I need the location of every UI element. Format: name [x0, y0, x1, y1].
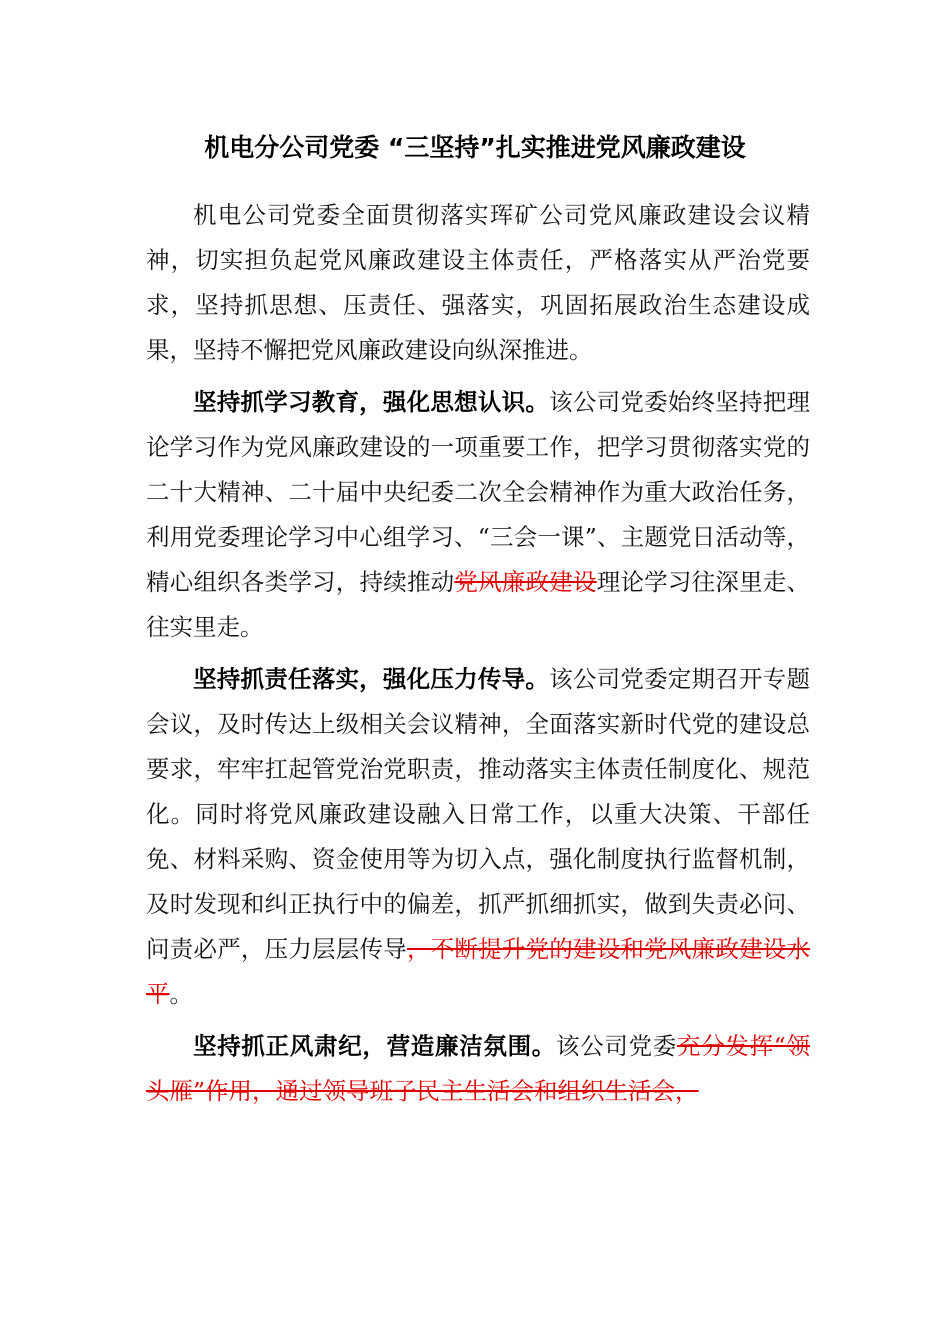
intro-paragraph: 机电公司党委全面贯彻落实珲矿公司党风廉政建设会议精神，切实担负起党风廉政建设主体责任，严格落实从严治党要求，坚持抓思想、压责任、强落实，巩固拓展政治生态建设成果，坚持不懈把党风廉政建设向纵深推进。	[146, 201, 810, 364]
document-body	[146, 193, 810, 1121]
section-paragraph-responsibility	[146, 657, 810, 1017]
section-paragraph-study	[146, 380, 810, 650]
document-title: 机电分公司党委 “三坚持”扎实推进党风廉政建设	[204, 133, 746, 162]
section-text: 该公司党委始终坚持把理论学习作为党风廉政建设的一项重要工作，把学习贯彻落实党的二十大精神、二十届中央纪委二次全会精神作为重大政治任务，利用党委理论学习中心组学习、“三会一课”、主题党日活动等，精心组织各类学习，持续推动	[146, 388, 811, 596]
section-text: 该公司党委	[556, 1032, 677, 1060]
section-text: 该公司党委定期召开专题会议，及时传达上级相关会议精神，全面落实新时代党的建设总要求，牢牢扛起管党治党职责，推动落实主体责任制度化、规范化。同时将党风廉政建设融入日常工作，以重大决策、干部任免、材料采购、资金使用等为切入点，强化制度执行监督机制，及时发现和纠正执行中的偏差，抓严抓细抓实，做到失责必问、问责必严，压力层层传导	[146, 665, 811, 963]
deleted-text: 充分发挥“领头雁”作用，通过领导班子民主生活会和组织生活会，	[146, 1032, 811, 1105]
section-paragraph-discipline	[146, 1024, 810, 1114]
section-text-after: 理论学习往深里走、往实里走。	[146, 568, 811, 641]
deleted-text: 党风廉政建设	[454, 568, 597, 596]
deleted-text: ，不断提升党的建设和党风廉政建设水平	[146, 935, 811, 1008]
section-lead: 坚持抓责任落实，强化压力传导。	[193, 665, 550, 693]
section-text-after: 。	[169, 980, 193, 1008]
section-lead: 坚持抓正风肃纪，营造廉洁氛围。	[193, 1032, 556, 1060]
section-lead: 坚持抓学习教育，强化思想认识。	[193, 388, 550, 416]
